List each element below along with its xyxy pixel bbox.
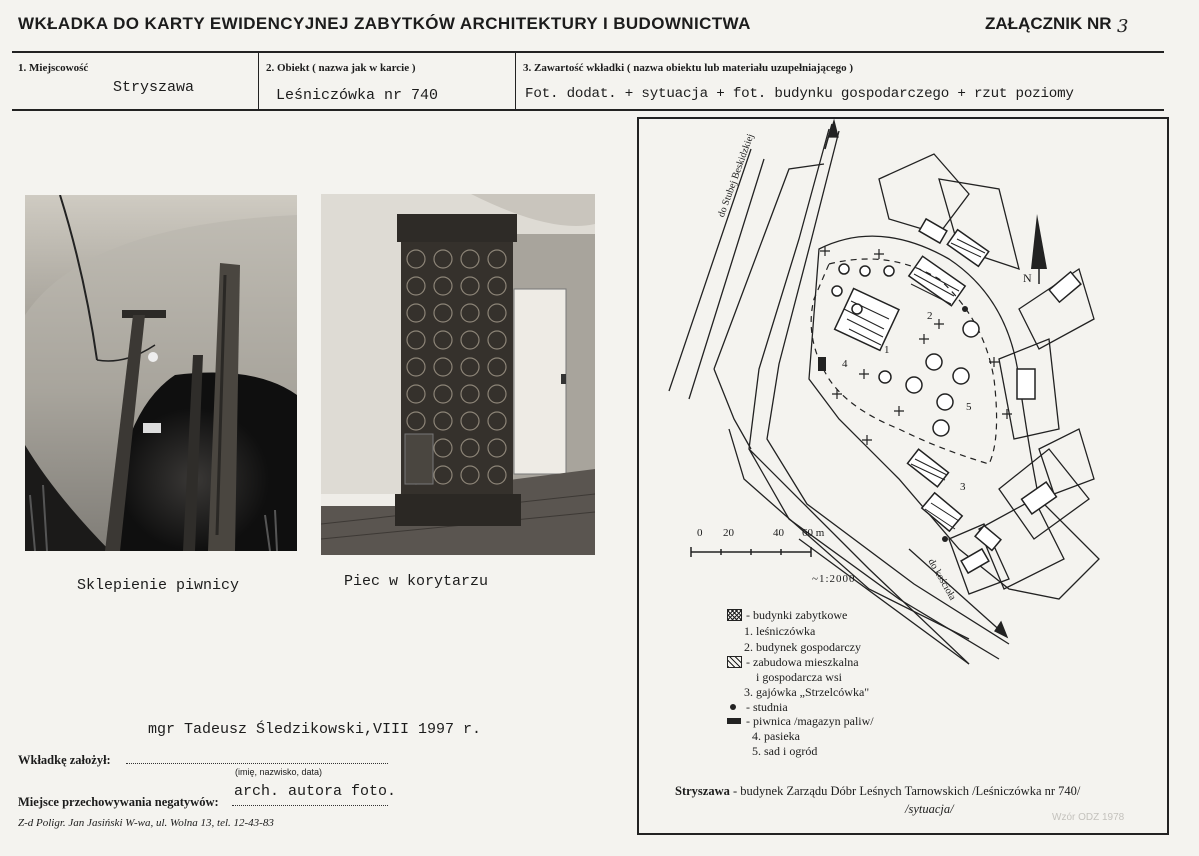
legend-item-5: 5. sad i ogród (752, 744, 818, 758)
form-stamp: Wzór ODZ 1978 (1052, 812, 1125, 823)
legend-item-3: 3. gajówka „Strzelcówka" (744, 685, 870, 699)
printer-imprint: Z-d Poligr. Jan Jasiński W-wa, ul. Wolna 13, tel. 12-43-83 (18, 817, 274, 829)
stove-photo-caption: Piec w korytarzu (344, 573, 489, 590)
header-rule (12, 51, 1164, 53)
scale-tick-20: 20 (723, 527, 734, 539)
negatives-label: Miejsce przechowywania negatywów: (18, 795, 219, 809)
cellar-vault-illustration (25, 195, 297, 551)
north-label: N (1023, 271, 1032, 285)
author-typed: mgr Tadeusz Śledzikowski,VIII 1997 r. (148, 721, 482, 738)
legend-historic-buildings: - budynki zabytkowe (746, 608, 848, 622)
area-number-1: 1 (884, 344, 890, 356)
map-caption (675, 784, 1080, 799)
negatives-line (232, 805, 388, 806)
map-caption-place: Stryszawa (675, 784, 730, 798)
road-label-church: do kościoła (925, 557, 958, 603)
tiled-stove-illustration (321, 194, 595, 555)
legend-residential-swatch (727, 656, 742, 668)
field-divider-2 (515, 52, 516, 109)
object-value: Leśniczówka nr 740 (276, 87, 439, 104)
scale-tick-60m: 60 m (802, 527, 825, 539)
legend-well-symbol (730, 704, 736, 710)
created-by-label: Wkładkę założył: (18, 753, 111, 767)
created-by-line (126, 763, 388, 764)
content-label: 3. Zawartość wkładki ( nazwa obiektu lub materiału uzupełniającego ) (523, 62, 854, 74)
map-caption-text: - budynek Zarządu Dóbr Leśnych Tarnowskich /Leśniczówka nr 740/ (729, 784, 1081, 798)
object-label: 2. Obiekt ( nazwa jak w karcie ) (266, 62, 416, 74)
legend-residential-cont: i gospodarcza wsi (756, 670, 842, 684)
scale-tick-0: 0 (697, 527, 703, 539)
created-by-sublabel: (imię, nazwisko, data) (235, 767, 323, 777)
legend-cellar: - piwnica /magazyn paliw/ (746, 714, 874, 728)
scale-ratio: ~1:2000 (812, 573, 856, 585)
annex-number: 3 (1117, 16, 1129, 37)
legend-item-4: 4. pasieka (752, 729, 800, 743)
field-divider-1 (258, 52, 259, 109)
cellar-photo-caption: Sklepienie piwnicy (77, 577, 240, 594)
negatives-value: arch. autora foto. (234, 783, 397, 800)
site-plan-map (639, 119, 1165, 831)
tiled-stove-photo (321, 194, 595, 555)
area-number-2: 2 (927, 310, 933, 322)
cellar-vault-photo (25, 195, 297, 551)
legend-residential: - zabudowa mieszkalna (746, 655, 859, 669)
annex-label: ZAŁĄCZNIK NR (985, 14, 1112, 33)
fields-rule (12, 109, 1164, 111)
legend-historic-swatch (727, 609, 742, 621)
area-number-5: 5 (966, 401, 972, 413)
road-label-north: do Stubej Beskidzkiej (716, 132, 757, 219)
map-caption-line2: /sytuacja/ (905, 802, 954, 816)
locality-label: 1. Miejscowość (18, 62, 89, 74)
legend-item-1: 1. leśniczówka (744, 624, 816, 638)
content-value: Fot. dodat. + sytuacja + fot. budynku gospodarczego + rzut poziomy (525, 86, 1074, 102)
legend-cellar-symbol (727, 718, 741, 724)
area-number-3: 3 (960, 481, 966, 493)
area-number-4: 4 (842, 358, 848, 370)
locality-value: Stryszawa (113, 79, 195, 96)
legend-item-2: 2. budynek gospodarczy (744, 640, 861, 654)
document-title: WKŁADKA DO KARTY EWIDENCYJNEJ ZABYTKÓW ARCHITEKTURY I BUDOWNICTWA (18, 14, 751, 33)
scale-tick-40: 40 (773, 527, 784, 539)
legend-well: - studnia (746, 700, 788, 714)
